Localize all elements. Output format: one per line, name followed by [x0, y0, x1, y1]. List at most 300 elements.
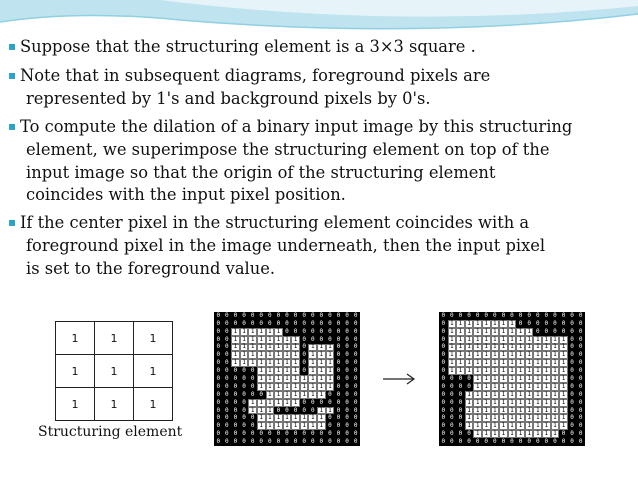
- pixel-cell: 0: [248, 367, 257, 375]
- output-image-grid: [439, 312, 585, 446]
- pixel-cell: 1: [326, 351, 335, 359]
- pixel-cell: 1: [516, 328, 525, 336]
- pixel-cell: 0: [300, 430, 309, 438]
- pixel-cell: 0: [448, 375, 457, 383]
- pixel-cell: 0: [257, 391, 266, 399]
- pixel-cell: 1: [482, 336, 491, 344]
- pixel-cell: 0: [266, 430, 275, 438]
- pixel-cell: 1: [559, 422, 568, 430]
- pixel-cell: 1: [274, 344, 283, 352]
- pixel-cell: 0: [351, 391, 360, 399]
- pixel-cell: 1: [231, 328, 240, 336]
- pixel-cell: 1: [499, 344, 508, 352]
- pixel-cell: 0: [240, 399, 249, 407]
- pixel-cell: 0: [223, 438, 232, 446]
- pixel-cell: 1: [308, 414, 317, 422]
- pixel-cell: 0: [473, 312, 482, 320]
- pixel-cell: 0: [300, 359, 309, 367]
- se-cell: 1: [134, 388, 173, 421]
- pixel-cell: 1: [291, 422, 300, 430]
- pixel-cell: 1: [482, 414, 491, 422]
- pixel-cell: 0: [343, 312, 352, 320]
- pixel-cell: 0: [326, 328, 335, 336]
- pixel-cell: 1: [317, 359, 326, 367]
- pixel-cell: 0: [240, 391, 249, 399]
- pixel-cell: 1: [317, 375, 326, 383]
- pixel-cell: 1: [274, 359, 283, 367]
- pixel-cell: 0: [214, 438, 223, 446]
- pixel-cell: 1: [559, 344, 568, 352]
- pixel-cell: 0: [223, 344, 232, 352]
- pixel-cell: 0: [576, 359, 585, 367]
- pixel-cell: 1: [551, 399, 560, 407]
- pixel-cell: 1: [551, 359, 560, 367]
- pixel-cell: 1: [542, 407, 551, 415]
- pixel-cell: 0: [351, 383, 360, 391]
- pixel-cell: 1: [248, 328, 257, 336]
- pixel-cell: 1: [499, 407, 508, 415]
- pixel-cell: 0: [231, 430, 240, 438]
- pixel-cell: 1: [465, 391, 474, 399]
- pixel-cell: 1: [240, 351, 249, 359]
- pixel-cell: 1: [465, 414, 474, 422]
- pixel-cell: 0: [576, 375, 585, 383]
- pixel-cell: 0: [533, 438, 542, 446]
- pixel-cell: 1: [499, 414, 508, 422]
- pixel-cell: 1: [473, 430, 482, 438]
- pixel-cell: 1: [525, 391, 534, 399]
- pixel-cell: 0: [326, 414, 335, 422]
- pixel-cell: 1: [516, 407, 525, 415]
- pixel-cell: 0: [343, 422, 352, 430]
- pixel-cell: 0: [551, 312, 560, 320]
- pixel-cell: 0: [223, 375, 232, 383]
- pixel-cell: 0: [283, 407, 292, 415]
- pixel-cell: 0: [266, 312, 275, 320]
- pixel-cell: 1: [533, 359, 542, 367]
- pixel-cell: 1: [551, 351, 560, 359]
- pixel-cell: 0: [214, 320, 223, 328]
- pixel-cell: 1: [533, 351, 542, 359]
- pixel-cell: 1: [448, 320, 457, 328]
- pixel-cell: 0: [439, 328, 448, 336]
- pixel-cell: 0: [231, 407, 240, 415]
- pixel-cell: 1: [499, 430, 508, 438]
- pixel-cell: 1: [266, 336, 275, 344]
- pixel-cell: 1: [499, 351, 508, 359]
- pixel-cell: 1: [525, 351, 534, 359]
- se-cell: 1: [56, 388, 95, 421]
- pixel-cell: 1: [491, 375, 500, 383]
- pixel-cell: 0: [568, 407, 577, 415]
- pixel-cell: 0: [448, 430, 457, 438]
- pixel-cell: 0: [214, 407, 223, 415]
- pixel-cell: 0: [248, 375, 257, 383]
- pixel-cell: 0: [439, 320, 448, 328]
- pixel-cell: 1: [448, 367, 457, 375]
- pixel-cell: 1: [300, 391, 309, 399]
- pixel-cell: 1: [559, 391, 568, 399]
- pixel-cell: 1: [516, 391, 525, 399]
- se-cell: 1: [134, 322, 173, 355]
- pixel-cell: 0: [248, 320, 257, 328]
- pixel-cell: 0: [266, 438, 275, 446]
- pixel-cell: 0: [448, 414, 457, 422]
- pixel-cell: 1: [499, 422, 508, 430]
- pixel-cell: 1: [473, 407, 482, 415]
- pixel-cell: 1: [482, 359, 491, 367]
- pixel-cell: 1: [542, 383, 551, 391]
- pixel-cell: 0: [448, 391, 457, 399]
- pixel-cell: 0: [456, 430, 465, 438]
- se-cell: 1: [95, 322, 134, 355]
- pixel-cell: 1: [499, 383, 508, 391]
- pixel-cell: 0: [351, 438, 360, 446]
- pixel-cell: 1: [508, 391, 517, 399]
- pixel-cell: 0: [568, 383, 577, 391]
- pixel-cell: 0: [351, 407, 360, 415]
- pixel-cell: 0: [214, 351, 223, 359]
- pixel-cell: 1: [516, 344, 525, 352]
- pixel-cell: 1: [542, 344, 551, 352]
- pixel-cell: 0: [231, 438, 240, 446]
- pixel-cell: 0: [308, 438, 317, 446]
- pixel-cell: 1: [508, 336, 517, 344]
- pixel-cell: 1: [516, 399, 525, 407]
- pixel-cell: 0: [334, 399, 343, 407]
- pixel-cell: 1: [491, 414, 500, 422]
- pixel-cell: 1: [257, 407, 266, 415]
- pixel-cell: 1: [308, 391, 317, 399]
- pixel-cell: 1: [499, 391, 508, 399]
- pixel-cell: 0: [326, 399, 335, 407]
- pixel-cell: 0: [283, 438, 292, 446]
- bullet-text: Suppose that the structuring element is a 3×3 square .: [20, 37, 476, 56]
- pixel-cell: 0: [283, 320, 292, 328]
- pixel-cell: 1: [491, 336, 500, 344]
- pixel-cell: 0: [456, 399, 465, 407]
- pixel-cell: 1: [533, 430, 542, 438]
- pixel-cell: 1: [473, 414, 482, 422]
- pixel-cell: 0: [456, 414, 465, 422]
- pixel-cell: 0: [465, 383, 474, 391]
- pixel-cell: 1: [248, 407, 257, 415]
- pixel-cell: 1: [491, 344, 500, 352]
- pixel-cell: 1: [266, 328, 275, 336]
- pixel-cell: 1: [465, 422, 474, 430]
- pixel-cell: 0: [568, 414, 577, 422]
- pixel-cell: 1: [525, 422, 534, 430]
- pixel-cell: 1: [473, 422, 482, 430]
- pixel-cell: 0: [334, 344, 343, 352]
- pixel-cell: 1: [317, 422, 326, 430]
- pixel-cell: 1: [274, 383, 283, 391]
- pixel-cell: 1: [308, 375, 317, 383]
- pixel-cell: 0: [542, 320, 551, 328]
- pixel-cell: 0: [214, 328, 223, 336]
- pixel-cell: 1: [231, 344, 240, 352]
- pixel-cell: 0: [231, 399, 240, 407]
- se-cell: 1: [56, 322, 95, 355]
- pixel-cell: 0: [266, 320, 275, 328]
- pixel-cell: 1: [482, 391, 491, 399]
- pixel-cell: 1: [482, 399, 491, 407]
- structuring-element-table: [55, 321, 173, 421]
- pixel-cell: 1: [326, 383, 335, 391]
- pixel-cell: 0: [326, 336, 335, 344]
- pixel-cell: 1: [533, 383, 542, 391]
- pixel-cell: 0: [308, 320, 317, 328]
- pixel-cell: 1: [482, 351, 491, 359]
- pixel-cell: 1: [291, 351, 300, 359]
- pixel-cell: 1: [499, 336, 508, 344]
- pixel-cell: 0: [326, 430, 335, 438]
- pixel-cell: 0: [317, 430, 326, 438]
- pixel-cell: 0: [317, 312, 326, 320]
- pixel-cell: 1: [516, 383, 525, 391]
- pixel-cell: 0: [343, 391, 352, 399]
- pixel-cell: 0: [317, 399, 326, 407]
- pixel-cell: 0: [568, 359, 577, 367]
- pixel-cell: 1: [266, 344, 275, 352]
- pixel-cell: 0: [334, 383, 343, 391]
- pixel-cell: 0: [351, 351, 360, 359]
- pixel-cell: 0: [300, 336, 309, 344]
- pixel-cell: 0: [274, 438, 283, 446]
- pixel-cell: 1: [300, 375, 309, 383]
- pixel-cell: 1: [448, 359, 457, 367]
- pixel-cell: 0: [317, 438, 326, 446]
- pixel-cell: 0: [576, 438, 585, 446]
- pixel-cell: 0: [283, 328, 292, 336]
- pixel-cell: 0: [576, 344, 585, 352]
- pixel-cell: 1: [542, 367, 551, 375]
- pixel-cell: 1: [533, 422, 542, 430]
- pixel-cell: 1: [559, 367, 568, 375]
- pixel-cell: 1: [516, 414, 525, 422]
- pixel-cell: 1: [291, 414, 300, 422]
- pixel-cell: 1: [525, 359, 534, 367]
- pixel-cell: 0: [214, 312, 223, 320]
- bullet-marker-icon: ▪: [8, 39, 17, 53]
- pixel-cell: 1: [551, 367, 560, 375]
- pixel-cell: 0: [308, 430, 317, 438]
- pixel-cell: 0: [559, 438, 568, 446]
- pixel-cell: 0: [248, 430, 257, 438]
- pixel-cell: 1: [491, 391, 500, 399]
- pixel-cell: 1: [326, 344, 335, 352]
- pixel-cell: 0: [214, 344, 223, 352]
- pixel-cell: 1: [525, 336, 534, 344]
- pixel-cell: 0: [240, 414, 249, 422]
- pixel-cell: 1: [491, 351, 500, 359]
- pixel-cell: 0: [274, 320, 283, 328]
- pixel-cell: 0: [465, 312, 474, 320]
- pixel-cell: 0: [351, 367, 360, 375]
- pixel-cell: 0: [223, 320, 232, 328]
- pixel-cell: 0: [448, 312, 457, 320]
- pixel-cell: 1: [326, 375, 335, 383]
- pixel-cell: 1: [473, 383, 482, 391]
- pixel-cell: 1: [248, 399, 257, 407]
- pixel-cell: 1: [508, 422, 517, 430]
- pixel-cell: 1: [257, 367, 266, 375]
- pixel-cell: 0: [559, 320, 568, 328]
- pixel-cell: 1: [525, 399, 534, 407]
- pixel-cell: 1: [533, 375, 542, 383]
- pixel-cell: 0: [351, 312, 360, 320]
- pixel-cell: 0: [491, 312, 500, 320]
- bullet-text: is set to the foreground value.: [26, 258, 276, 278]
- pixel-cell: 1: [266, 367, 275, 375]
- pixel-cell: 0: [568, 399, 577, 407]
- pixel-cell: 0: [456, 422, 465, 430]
- pixel-cell: 0: [343, 344, 352, 352]
- pixel-cell: 0: [248, 414, 257, 422]
- pixel-cell: 0: [568, 430, 577, 438]
- pixel-cell: 1: [291, 367, 300, 375]
- pixel-cell: 1: [257, 328, 266, 336]
- pixel-cell: 0: [248, 422, 257, 430]
- pixel-cell: 1: [448, 351, 457, 359]
- pixel-cell: 1: [491, 328, 500, 336]
- pixel-cell: 0: [439, 430, 448, 438]
- pixel-cell: 1: [257, 414, 266, 422]
- pixel-cell: 0: [439, 391, 448, 399]
- pixel-cell: 0: [300, 344, 309, 352]
- pixel-cell: 0: [214, 336, 223, 344]
- bullet-text: If the center pixel in the structuring element coincides with a: [20, 212, 530, 232]
- pixel-cell: 1: [516, 375, 525, 383]
- pixel-cell: 1: [482, 422, 491, 430]
- pixel-cell: 1: [283, 375, 292, 383]
- pixel-cell: 1: [274, 399, 283, 407]
- pixel-cell: 1: [516, 367, 525, 375]
- pixel-cell: 1: [525, 414, 534, 422]
- pixel-cell: 1: [473, 399, 482, 407]
- pixel-cell: 1: [257, 422, 266, 430]
- pixel-cell: 1: [551, 336, 560, 344]
- pixel-cell: 1: [473, 336, 482, 344]
- pixel-cell: 1: [491, 367, 500, 375]
- pixel-cell: 1: [456, 351, 465, 359]
- pixel-cell: 1: [448, 336, 457, 344]
- pixel-cell: 0: [448, 422, 457, 430]
- pixel-cell: 1: [482, 383, 491, 391]
- pixel-cell: 1: [559, 399, 568, 407]
- pixel-cell: 1: [317, 383, 326, 391]
- pixel-cell: 0: [308, 399, 317, 407]
- pixel-cell: 1: [283, 344, 292, 352]
- pixel-cell: 1: [283, 336, 292, 344]
- pixel-cell: 1: [533, 391, 542, 399]
- pixel-cell: 1: [317, 367, 326, 375]
- pixel-cell: 0: [576, 422, 585, 430]
- bullet-text: Note that in subsequent diagrams, foreground pixels are: [20, 65, 491, 85]
- pixel-cell: 0: [542, 312, 551, 320]
- pixel-cell: 0: [214, 422, 223, 430]
- pixel-cell: 1: [508, 344, 517, 352]
- pixel-cell: 0: [351, 320, 360, 328]
- pixel-cell: 0: [499, 438, 508, 446]
- bullet-4: [8, 212, 634, 281]
- pixel-cell: 0: [533, 328, 542, 336]
- pixel-cell: 1: [508, 359, 517, 367]
- pixel-cell: 1: [542, 359, 551, 367]
- pixel-cell: 1: [516, 351, 525, 359]
- pixel-cell: 1: [516, 359, 525, 367]
- pixel-cell: 0: [576, 430, 585, 438]
- pixel-cell: 1: [551, 414, 560, 422]
- pixel-cell: 1: [248, 359, 257, 367]
- pixel-cell: 0: [231, 391, 240, 399]
- pixel-cell: 0: [439, 351, 448, 359]
- pixel-cell: 0: [439, 336, 448, 344]
- pixel-cell: 0: [525, 320, 534, 328]
- pixel-cell: 0: [351, 375, 360, 383]
- pixel-cell: 0: [334, 391, 343, 399]
- pixel-cell: 0: [223, 336, 232, 344]
- pixel-cell: 1: [291, 383, 300, 391]
- pixel-cell: 1: [473, 391, 482, 399]
- pixel-cell: 1: [300, 383, 309, 391]
- pixel-cell: 0: [439, 383, 448, 391]
- pixel-cell: 1: [551, 422, 560, 430]
- pixel-cell: 0: [240, 407, 249, 415]
- pixel-cell: 0: [559, 430, 568, 438]
- pixel-cell: 1: [465, 367, 474, 375]
- pixel-cell: 0: [351, 422, 360, 430]
- pixel-cell: 0: [240, 312, 249, 320]
- pixel-cell: 1: [559, 383, 568, 391]
- pixel-cell: 1: [551, 391, 560, 399]
- pixel-cell: 0: [223, 367, 232, 375]
- pixel-cell: 0: [351, 414, 360, 422]
- pixel-cell: 1: [240, 336, 249, 344]
- pixel-cell: 1: [482, 430, 491, 438]
- pixel-cell: 0: [568, 328, 577, 336]
- pixel-cell: 0: [283, 430, 292, 438]
- right-arrow-icon: [382, 372, 416, 386]
- bullet-text: represented by 1's and background pixels by 0's.: [26, 89, 431, 108]
- pixel-cell: 0: [334, 336, 343, 344]
- pixel-cell: 1: [257, 399, 266, 407]
- pixel-cell: 0: [334, 422, 343, 430]
- pixel-cell: 0: [223, 328, 232, 336]
- pixel-cell: 1: [482, 328, 491, 336]
- pixel-cell: 1: [551, 383, 560, 391]
- pixel-cell: 1: [274, 336, 283, 344]
- pixel-cell: 0: [214, 391, 223, 399]
- pixel-cell: 0: [576, 320, 585, 328]
- pixel-cell: 1: [448, 344, 457, 352]
- pixel-cell: 0: [456, 375, 465, 383]
- pixel-cell: 1: [551, 407, 560, 415]
- pixel-cell: 1: [559, 351, 568, 359]
- pixel-cell: 1: [308, 351, 317, 359]
- pixel-cell: 0: [223, 407, 232, 415]
- pixel-cell: 1: [516, 430, 525, 438]
- pixel-cell: 1: [308, 383, 317, 391]
- pixel-cell: 0: [351, 399, 360, 407]
- pixel-cell: 1: [274, 375, 283, 383]
- pixel-cell: 0: [223, 312, 232, 320]
- pixel-cell: 0: [317, 336, 326, 344]
- pixel-cell: 0: [257, 320, 266, 328]
- pixel-cell: 0: [283, 312, 292, 320]
- pixel-cell: 0: [291, 320, 300, 328]
- pixel-cell: 1: [274, 391, 283, 399]
